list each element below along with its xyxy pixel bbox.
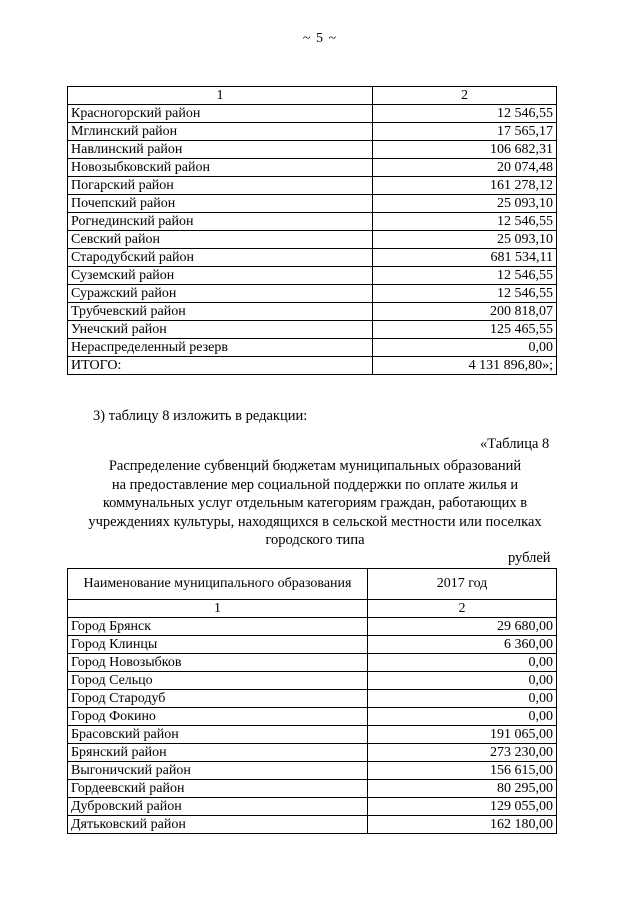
amount-value: 29 680,00 bbox=[368, 618, 557, 636]
page-number: ~ 5 ~ bbox=[302, 31, 338, 46]
table-title-line: коммунальных услуг отдельным категориям граждан, работающих в bbox=[102, 495, 528, 511]
table-row bbox=[68, 618, 557, 636]
table-row bbox=[68, 636, 557, 654]
subsidy-table-8 bbox=[67, 568, 557, 834]
table-title-line: на предоставление мер социальной поддержки по оплате жилья и bbox=[111, 476, 519, 493]
municipality-name: Гордеевский район bbox=[68, 780, 368, 798]
amount-value: 12 546,55 bbox=[373, 285, 557, 303]
municipality-name: Дубровский район bbox=[68, 798, 368, 816]
amendment-instruction: 3) таблицу 8 изложить в редакции: bbox=[93, 408, 308, 424]
amount-value: 129 055,00 bbox=[368, 798, 557, 816]
table-row bbox=[68, 357, 557, 375]
table-row bbox=[68, 321, 557, 339]
municipality-name: Погарский район bbox=[68, 177, 373, 195]
amount-value: 4 131 896,80»; bbox=[373, 357, 557, 375]
municipality-name: Навлинский район bbox=[68, 141, 373, 159]
table-row bbox=[68, 780, 557, 798]
table-row bbox=[68, 159, 557, 177]
municipality-name: Суземский район bbox=[68, 267, 373, 285]
subsidy-table-continued bbox=[67, 86, 557, 375]
amount-value: 200 818,07 bbox=[373, 303, 557, 321]
amount-value: 681 534,11 bbox=[373, 249, 557, 267]
table-row bbox=[68, 762, 557, 780]
table-row bbox=[68, 249, 557, 267]
table-row bbox=[68, 816, 557, 834]
table-row bbox=[68, 690, 557, 708]
amount-value: 20 074,48 bbox=[373, 159, 557, 177]
municipality-name: Суражский район bbox=[68, 285, 373, 303]
amount-value: 12 546,55 bbox=[373, 213, 557, 231]
municipality-name: Унечский район bbox=[68, 321, 373, 339]
amount-value: 25 093,10 bbox=[373, 195, 557, 213]
table-row bbox=[68, 708, 557, 726]
amount-value: 191 065,00 bbox=[368, 726, 557, 744]
table-title-line: учреждениях культуры, находящихся в сельской местности или поселках bbox=[88, 513, 542, 530]
municipality-name: Севский район bbox=[68, 231, 373, 249]
table-row bbox=[68, 177, 557, 195]
municipality-name: Мглинский район bbox=[68, 123, 373, 141]
table-title-line: Распределение субвенций бюджетам муниципальных образований bbox=[108, 458, 522, 474]
table-row bbox=[68, 231, 557, 249]
municipality-name: Красногорский район bbox=[68, 105, 373, 123]
table-row bbox=[68, 798, 557, 816]
municipality-name: Город Сельцо bbox=[68, 672, 368, 690]
table-row bbox=[68, 726, 557, 744]
amount-value: 273 230,00 bbox=[368, 744, 557, 762]
header-municipality: Наименование муниципального образования bbox=[68, 569, 368, 600]
column-number-1: 1 bbox=[68, 87, 373, 105]
municipality-name: Стародубский район bbox=[68, 249, 373, 267]
table-row bbox=[68, 123, 557, 141]
table-row bbox=[68, 744, 557, 762]
table-title bbox=[70, 457, 560, 550]
amount-value: 0,00 bbox=[373, 339, 557, 357]
column-number-1: 1 bbox=[68, 600, 368, 618]
amount-value: 162 180,00 bbox=[368, 816, 557, 834]
municipality-name: Город Новозыбков bbox=[68, 654, 368, 672]
table-row bbox=[68, 285, 557, 303]
table-header-row bbox=[68, 569, 557, 600]
table-row bbox=[68, 654, 557, 672]
header-year: 2017 год bbox=[368, 569, 557, 600]
amount-value: 0,00 bbox=[368, 654, 557, 672]
municipality-name: Трубчевский район bbox=[68, 303, 373, 321]
amount-value: 0,00 bbox=[368, 690, 557, 708]
municipality-name: Рогнединский район bbox=[68, 213, 373, 231]
unit-label: рублей bbox=[508, 550, 551, 566]
amount-value: 161 278,12 bbox=[373, 177, 557, 195]
municipality-name: Брасовский район bbox=[68, 726, 368, 744]
column-number-2: 2 bbox=[373, 87, 557, 105]
table-row bbox=[68, 213, 557, 231]
table-row bbox=[68, 141, 557, 159]
amount-value: 6 360,00 bbox=[368, 636, 557, 654]
amount-value: 12 546,55 bbox=[373, 105, 557, 123]
amount-value: 25 093,10 bbox=[373, 231, 557, 249]
municipality-name: Город Клинцы bbox=[68, 636, 368, 654]
table-row bbox=[68, 303, 557, 321]
column-number-2: 2 bbox=[368, 600, 557, 618]
table-row bbox=[68, 267, 557, 285]
amount-value: 156 615,00 bbox=[368, 762, 557, 780]
amount-value: 12 546,55 bbox=[373, 267, 557, 285]
amount-value: 0,00 bbox=[368, 708, 557, 726]
municipality-name: Город Фокино bbox=[68, 708, 368, 726]
municipality-name: Новозыбковский район bbox=[68, 159, 373, 177]
municipality-name: Дятьковский район bbox=[68, 816, 368, 834]
amount-value: 0,00 bbox=[368, 672, 557, 690]
table-row bbox=[68, 105, 557, 123]
municipality-name: Город Стародуб bbox=[68, 690, 368, 708]
amount-value: 17 565,17 bbox=[373, 123, 557, 141]
table-row bbox=[68, 195, 557, 213]
municipality-name: Почепский район bbox=[68, 195, 373, 213]
municipality-name: Нераспределенный резерв bbox=[68, 339, 373, 357]
table-row bbox=[68, 339, 557, 357]
municipality-name: ИТОГО: bbox=[68, 357, 373, 375]
table-title-line: городского типа bbox=[265, 532, 365, 548]
table-number-label: «Таблица 8 bbox=[480, 436, 550, 452]
table-header-row bbox=[68, 87, 557, 105]
municipality-name: Выгоничский район bbox=[68, 762, 368, 780]
table-subheader-row bbox=[68, 600, 557, 618]
amount-value: 106 682,31 bbox=[373, 141, 557, 159]
municipality-name: Брянский район bbox=[68, 744, 368, 762]
amount-value: 80 295,00 bbox=[368, 780, 557, 798]
table-row bbox=[68, 672, 557, 690]
amount-value: 125 465,55 bbox=[373, 321, 557, 339]
municipality-name: Город Брянск bbox=[68, 618, 368, 636]
